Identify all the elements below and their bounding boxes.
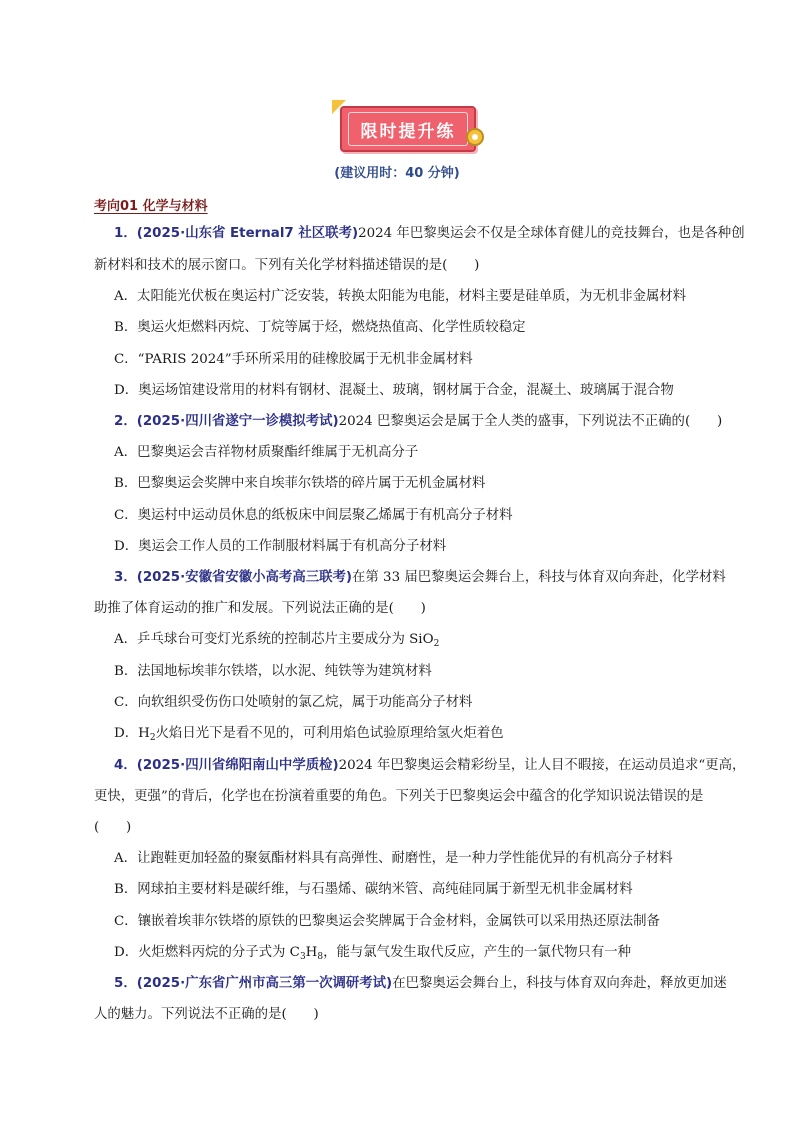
question-1-stem (114, 224, 745, 244)
section-title: 考向01 化学与材料 (94, 199, 208, 214)
question-3-option-c: C．向软组织受伤伤口处喷射的氯乙烷，属于功能高分子材料 (114, 695, 473, 710)
question-number: 2． (114, 414, 137, 429)
suggested-time: (建议用时：40 分钟) (334, 166, 460, 181)
question-source: (2025·广东省广州市高三第一次调研考试) (136, 976, 393, 991)
question-3-option-a (114, 630, 439, 654)
question-source: (2025·安徽省安徽小高考高三联考) (136, 570, 353, 585)
question-2-stem (114, 412, 722, 432)
title-banner (330, 100, 486, 160)
question-1-option-d: D．奥运场馆建设常用的材料有钢材、混凝土、玻璃，钢材属于合金，混凝土、玻璃属于混合物 (114, 383, 674, 398)
question-number: 4． (114, 758, 137, 773)
question-number: 5． (114, 976, 137, 991)
question-5-stem-cont: 人的魅力。下列说法不正确的是( ) (94, 1007, 319, 1022)
subscript: 2 (149, 733, 156, 743)
question-text: 在第 33 届巴黎奥运会舞台上，科技与体育双向奔赴，化学材料 (352, 570, 726, 585)
question-4-option-c: C．镶嵌着埃菲尔铁塔的原铁的巴黎奥运会奖牌属于合金材料，金属铁可以采用热还原法制备 (114, 914, 660, 929)
question-4-option-a: A．让跑鞋更加轻盈的聚氨酯材料具有高弹性、耐磨性，是一种力学性能优异的有机高分子材料 (114, 851, 673, 866)
question-4-stem (114, 756, 745, 776)
banner-ring-icon (466, 128, 484, 146)
question-2-option-b: B．巴黎奥运会奖牌中来自埃菲尔铁塔的碎片属于无机金属材料 (114, 476, 486, 491)
question-4-stem-cont: 更快，更强”的背后，化学也在扮演着重要的角色。下列关于巴黎奥运会中蕴含的化学知识说法错误的是 (94, 789, 704, 804)
option-text: D．火炬燃料丙烷的分子式为 C (114, 945, 300, 960)
question-number: 1． (114, 226, 137, 241)
question-2-option-a: A．巴黎奥运会吉祥物材质聚酯纤维属于无机高分子 (114, 445, 419, 460)
subscript: 3 (299, 952, 306, 962)
question-text: 在巴黎奥运会舞台上，科技与体育双向奔赴，释放更加迷 (392, 976, 727, 991)
subscript: 2 (433, 639, 440, 649)
option-text: A．乒乓球台可变灯光系统的控制芯片主要成分为 SiO (114, 632, 434, 647)
question-2-option-c: C．奥运村中运动员休息的纸板床中间层聚乙烯属于有机高分子材料 (114, 508, 513, 523)
question-4-answer-bracket: ( ) (94, 820, 132, 835)
question-source: (2025·四川省遂宁一诊模拟考试) (136, 414, 339, 429)
option-text: 火焰日光下是看不见的，可利用焰色试验原理给氢火炬着色 (155, 726, 504, 741)
question-text: 2024 年巴黎奥运会精彩纷呈，让人目不暇接，在运动员追求“更高， (338, 758, 746, 773)
question-3-stem-cont: 助推了体育运动的推广和发展。下列说法正确的是( ) (94, 601, 426, 616)
question-text: 2024 巴黎奥运会是属于全人类的盛事，下列说法不正确的( ) (338, 414, 723, 429)
question-4-option-b: B．网球拍主要材料是碳纤维，与石墨烯、碳纳米管、高纯硅同属于新型无机非金属材料 (114, 882, 633, 897)
question-2-option-d: D．奥运会工作人员的工作制服材料属于有机高分子材料 (114, 539, 447, 554)
banner-inner-frame (348, 112, 468, 146)
question-source: (2025·山东省 Eternal7 社区联考) (136, 226, 359, 241)
question-1-stem-cont: 新材料和技术的展示窗口。下列有关化学材料描述错误的是( ) (94, 258, 480, 273)
banner-box (340, 106, 476, 152)
question-5-stem (114, 974, 727, 994)
question-4-option-d (114, 943, 631, 967)
question-1-option-b: B．奥运火炬燃料丙烷、丁烷等属于烃，燃烧热值高、化学性质较稳定 (114, 320, 526, 335)
subscript: 8 (317, 952, 324, 962)
question-number: 3． (114, 570, 137, 585)
option-text: D．H (114, 726, 150, 741)
question-1-option-c: C．“PARIS 2024”手环所采用的硅橡胶属于无机非金属材料 (114, 352, 473, 367)
question-3-stem (114, 568, 726, 588)
option-text: ，能与氯气发生取代反应，产生的一氯代物只有一种 (323, 945, 632, 960)
question-3-option-d (114, 724, 504, 748)
question-source: (2025·四川省绵阳南山中学质检) (136, 758, 339, 773)
option-text: H (305, 945, 318, 960)
question-1-option-a: A．太阳能光伏板在奥运村广泛安装，转换太阳能为电能，材料主要是硅单质，为无机非金属材料 (114, 289, 687, 304)
banner-title: 限时提升练 (360, 121, 456, 142)
question-text: 2024 年巴黎奥运会不仅是全球体育健儿的竞技舞台，也是各种创 (358, 226, 745, 241)
question-3-option-b: B．法国地标埃菲尔铁塔，以水泥、纯铁等为建筑材料 (114, 664, 432, 679)
